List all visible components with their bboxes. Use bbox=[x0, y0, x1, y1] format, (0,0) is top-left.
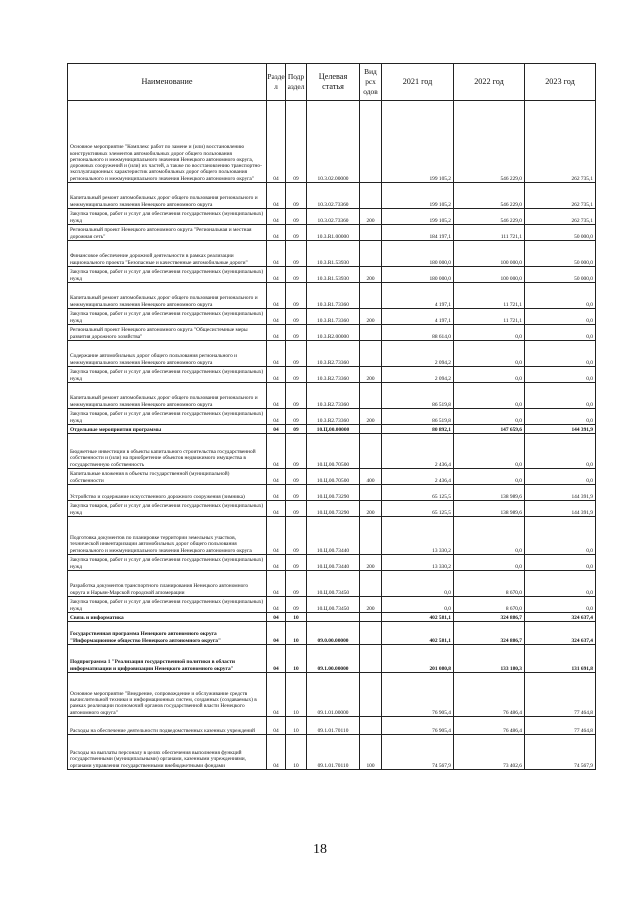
cell-expense-type bbox=[360, 645, 382, 673]
cell-subsection: 10 bbox=[286, 622, 307, 645]
header-name: Наименование bbox=[68, 64, 267, 101]
cell-2022: 8 670,0 bbox=[454, 597, 525, 613]
cell-2022: 0,0 bbox=[454, 341, 525, 367]
cell-target-article: 10.3.02.00000 bbox=[307, 101, 360, 183]
table-row bbox=[68, 183, 596, 209]
cell-section: 04 bbox=[267, 209, 286, 225]
header-expense-type: Вид рсх одов bbox=[360, 64, 382, 101]
cell-subsection: 10 bbox=[286, 717, 307, 735]
cell-2022: 324 886,7 bbox=[454, 622, 525, 645]
cell-2021: 86 519,8 bbox=[382, 383, 454, 409]
cell-name: Финансовое обеспечение дорожной деятельности в рамках реализации национального проекта "Безопасные и качественные автомобильные дороги" bbox=[68, 241, 267, 267]
table-row bbox=[68, 501, 596, 517]
cell-2021: 199 105,2 bbox=[382, 101, 454, 183]
cell-section: 04 bbox=[267, 309, 286, 325]
cell-target-article: 10.Ц.00.73290 bbox=[307, 501, 360, 517]
cell-section: 04 bbox=[267, 571, 286, 597]
cell-2023: 0,0 bbox=[525, 325, 596, 341]
cell-target-article: 10.3.R1.73360 bbox=[307, 283, 360, 309]
cell-2023: 262 735,1 bbox=[525, 209, 596, 225]
cell-name: Устройство и содержание искусственного дорожного сооружения (зимника) bbox=[68, 485, 267, 501]
table-row bbox=[68, 101, 596, 183]
cell-2021: 201 080,8 bbox=[382, 645, 454, 673]
cell-name: Содержание автомобильных дорог общего пользования регионального и межмуниципального значения Ненецкого автономного округа bbox=[68, 341, 267, 367]
cell-2023: 262 735,1 bbox=[525, 183, 596, 209]
table-row bbox=[68, 383, 596, 409]
cell-subsection: 09 bbox=[286, 517, 307, 555]
cell-section: 04 bbox=[267, 597, 286, 613]
cell-2023: 77 464,8 bbox=[525, 717, 596, 735]
cell-target-article: 10.3.R1.73360 bbox=[307, 309, 360, 325]
cell-2023: 144 391,9 bbox=[525, 485, 596, 501]
cell-2022: 0,0 bbox=[454, 325, 525, 341]
cell-2021: 199 105,2 bbox=[382, 209, 454, 225]
cell-section: 04 bbox=[267, 485, 286, 501]
cell-2022: 324 886,7 bbox=[454, 613, 525, 622]
cell-section: 04 bbox=[267, 434, 286, 469]
cell-2022: 546 229,0 bbox=[454, 209, 525, 225]
cell-name: Закупка товаров, работ и услуг для обеспечения государственных (муниципальных) нужд bbox=[68, 209, 267, 225]
cell-2021: 74 567,9 bbox=[382, 735, 454, 770]
cell-2022: 133 180,3 bbox=[454, 645, 525, 673]
cell-2023: 324 637,4 bbox=[525, 613, 596, 622]
cell-expense-type bbox=[360, 571, 382, 597]
cell-target-article: 10.3.R1.53930 bbox=[307, 267, 360, 283]
cell-name: Закупка товаров, работ и услуг для обеспечения государственных (муниципальных) нужд bbox=[68, 267, 267, 283]
cell-name: Связь и информатика bbox=[68, 613, 267, 622]
cell-section: 04 bbox=[267, 383, 286, 409]
cell-name: Закупка товаров, работ и услуг для обеспечения государственных (муниципальных) нужд bbox=[68, 309, 267, 325]
cell-2022: 546 229,0 bbox=[454, 183, 525, 209]
cell-name: Закупка товаров, работ и услуг для обеспечения государственных (муниципальных) нужд bbox=[68, 555, 267, 571]
cell-2023: 262 735,1 bbox=[525, 101, 596, 183]
cell-target-article: 09.1.00.00000 bbox=[307, 645, 360, 673]
cell-name: Региональный проект Ненецкого автономного округа "Общесистемные меры развития дорожного хозяйства" bbox=[68, 325, 267, 341]
table-row bbox=[68, 469, 596, 485]
cell-expense-type: 200 bbox=[360, 501, 382, 517]
cell-expense-type: 200 bbox=[360, 267, 382, 283]
cell-section: 04 bbox=[267, 673, 286, 717]
cell-expense-type bbox=[360, 283, 382, 309]
cell-subsection: 09 bbox=[286, 225, 307, 241]
cell-section: 04 bbox=[267, 267, 286, 283]
cell-name: Подготовка документов по планировке территории земельных участков, технической инвентаризации автомобильных дорог общего пользования регионального и межмуниципального значения Ненецкого автономного округа bbox=[68, 517, 267, 555]
cell-name: Закупка товаров, работ и услуг для обеспечения государственных (муниципальных) нужд bbox=[68, 501, 267, 517]
cell-2023: 77 464,8 bbox=[525, 673, 596, 717]
cell-name: Закупка товаров, работ и услуг для обеспечения государственных (муниципальных) нужд bbox=[68, 597, 267, 613]
cell-name: Закупка товаров, работ и услуг для обеспечения государственных (муниципальных) нужд bbox=[68, 367, 267, 383]
table-row bbox=[68, 283, 596, 309]
cell-section: 04 bbox=[267, 409, 286, 425]
cell-name: Основное мероприятие "Внедрение, сопровождение и обслуживание средств вычислительной техники и информационных систем, созданных (создаваемых) в рамках реализации полномочий органов государственной власти Ненецкого автономного округа" bbox=[68, 673, 267, 717]
cell-2021: 86 519,8 bbox=[382, 409, 454, 425]
cell-section: 04 bbox=[267, 101, 286, 183]
cell-section: 04 bbox=[267, 367, 286, 383]
cell-section: 04 bbox=[267, 241, 286, 267]
cell-section: 04 bbox=[267, 501, 286, 517]
cell-2021: 2 436,4 bbox=[382, 434, 454, 469]
header-year-2023: 2023 год bbox=[525, 64, 596, 101]
cell-expense-type bbox=[360, 325, 382, 341]
cell-2023: 0,0 bbox=[525, 367, 596, 383]
cell-2022: 100 000,0 bbox=[454, 241, 525, 267]
cell-target-article: 10.Ц.00.00000 bbox=[307, 425, 360, 434]
table-row bbox=[68, 622, 596, 645]
table-row bbox=[68, 485, 596, 501]
cell-2021: 13 330,2 bbox=[382, 555, 454, 571]
cell-subsection: 10 bbox=[286, 735, 307, 770]
cell-subsection: 09 bbox=[286, 425, 307, 434]
table-row bbox=[68, 425, 596, 434]
cell-section: 04 bbox=[267, 613, 286, 622]
table-row bbox=[68, 225, 596, 241]
cell-subsection: 10 bbox=[286, 613, 307, 622]
cell-expense-type bbox=[360, 225, 382, 241]
cell-subsection: 09 bbox=[286, 597, 307, 613]
cell-subsection: 09 bbox=[286, 101, 307, 183]
cell-2022: 147 659,6 bbox=[454, 425, 525, 434]
cell-2022: 0,0 bbox=[454, 469, 525, 485]
cell-subsection: 09 bbox=[286, 409, 307, 425]
cell-subsection: 09 bbox=[286, 325, 307, 341]
cell-2021: 2 094,2 bbox=[382, 341, 454, 367]
cell-2022: 546 229,0 bbox=[454, 101, 525, 183]
cell-expense-type bbox=[360, 517, 382, 555]
cell-2021: 0,0 bbox=[382, 571, 454, 597]
cell-subsection: 09 bbox=[286, 501, 307, 517]
cell-name: Государственная программа Ненецкого автономного округа "Информационное общество Ненецкого автономного округа" bbox=[68, 622, 267, 645]
header-subsection: Подр аздел bbox=[286, 64, 307, 101]
cell-subsection: 09 bbox=[286, 209, 307, 225]
cell-2023: 50 000,0 bbox=[525, 225, 596, 241]
cell-subsection: 09 bbox=[286, 555, 307, 571]
cell-target-article: 10.Ц.00.70500 bbox=[307, 434, 360, 469]
cell-target-article: 10.Ц.00.73440 bbox=[307, 555, 360, 571]
cell-name: Капитальный ремонт автомобильных дорог общего пользования регионального и межмуниципального значения Ненецкого автономного округа bbox=[68, 283, 267, 309]
table-body bbox=[68, 101, 596, 770]
cell-2021: 13 330,2 bbox=[382, 517, 454, 555]
cell-subsection: 09 bbox=[286, 283, 307, 309]
header-section: Разде л bbox=[267, 64, 286, 101]
cell-2022: 0,0 bbox=[454, 517, 525, 555]
cell-section: 04 bbox=[267, 283, 286, 309]
cell-2022: 0,0 bbox=[454, 434, 525, 469]
cell-2021: 184 197,1 bbox=[382, 225, 454, 241]
cell-expense-type: 200 bbox=[360, 555, 382, 571]
cell-2023: 0,0 bbox=[525, 517, 596, 555]
cell-expense-type: 100 bbox=[360, 735, 382, 770]
cell-2023: 0,0 bbox=[525, 383, 596, 409]
cell-expense-type: 200 bbox=[360, 409, 382, 425]
cell-2021: 88 614,0 bbox=[382, 325, 454, 341]
cell-subsection: 09 bbox=[286, 383, 307, 409]
cell-target-article: 09.1.01.00000 bbox=[307, 673, 360, 717]
cell-expense-type bbox=[360, 622, 382, 645]
table-row bbox=[68, 267, 596, 283]
cell-section: 04 bbox=[267, 555, 286, 571]
cell-target-article: 10.3.02.73360 bbox=[307, 183, 360, 209]
cell-name: Подпрограмма 1 "Реализация государственной политики в области информатизации и цифровизации Ненецкого автономного округа" bbox=[68, 645, 267, 673]
cell-expense-type: 200 bbox=[360, 597, 382, 613]
table-row bbox=[68, 341, 596, 367]
cell-expense-type bbox=[360, 101, 382, 183]
cell-2022: 100 000,0 bbox=[454, 267, 525, 283]
cell-target-article: 09.1.01.70110 bbox=[307, 717, 360, 735]
cell-2022: 0,0 bbox=[454, 367, 525, 383]
table-row bbox=[68, 241, 596, 267]
cell-expense-type bbox=[360, 383, 382, 409]
cell-target-article: 10.Ц.00.73440 bbox=[307, 517, 360, 555]
table-row bbox=[68, 409, 596, 425]
table-row bbox=[68, 309, 596, 325]
header-year-2021: 2021 год bbox=[382, 64, 454, 101]
cell-2023: 144 391,9 bbox=[525, 425, 596, 434]
cell-2023: 131 691,8 bbox=[525, 645, 596, 673]
cell-2021: 76 905,4 bbox=[382, 717, 454, 735]
cell-2023: 0,0 bbox=[525, 469, 596, 485]
cell-2021: 4 197,1 bbox=[382, 283, 454, 309]
cell-subsection: 09 bbox=[286, 341, 307, 367]
cell-subsection: 09 bbox=[286, 267, 307, 283]
cell-name: Бюджетные инвестиции в объекты капитального строительства государственной собственности и (или) на приобретение объектов недвижимого имущества в государственную собственность bbox=[68, 434, 267, 469]
table-row bbox=[68, 434, 596, 469]
cell-2022: 0,0 bbox=[454, 409, 525, 425]
cell-name: Капитальные вложения в объекты государственной (муниципальной) собственности bbox=[68, 469, 267, 485]
table-header-row bbox=[68, 64, 596, 101]
cell-section: 04 bbox=[267, 341, 286, 367]
table-row bbox=[68, 613, 596, 622]
cell-target-article: 10.3.R1.00000 bbox=[307, 225, 360, 241]
cell-2021: 65 125,5 bbox=[382, 485, 454, 501]
cell-subsection: 09 bbox=[286, 485, 307, 501]
table-row bbox=[68, 735, 596, 770]
cell-target-article: 10.3.R1.53930 bbox=[307, 241, 360, 267]
cell-target-article: 10.Ц.00.70500 bbox=[307, 469, 360, 485]
cell-target-article: 10.3.R2.73360 bbox=[307, 367, 360, 383]
cell-2023: 50 000,0 bbox=[525, 267, 596, 283]
cell-target-article: 10.3.R2.73360 bbox=[307, 409, 360, 425]
cell-name: Капитальный ремонт автомобильных дорог общего пользования регионального и межмуниципального значения Ненецкого автономного округа bbox=[68, 183, 267, 209]
cell-section: 04 bbox=[267, 517, 286, 555]
cell-2022: 11 721,1 bbox=[454, 283, 525, 309]
cell-subsection: 10 bbox=[286, 673, 307, 717]
cell-2022: 76 486,4 bbox=[454, 673, 525, 717]
table-row bbox=[68, 597, 596, 613]
header-target-article: Целевая статья bbox=[307, 64, 360, 101]
cell-target-article: 10.3.R2.00000 bbox=[307, 325, 360, 341]
cell-2021: 2 094,2 bbox=[382, 367, 454, 383]
cell-2021: 2 436,4 bbox=[382, 469, 454, 485]
cell-2021: 402 581,1 bbox=[382, 613, 454, 622]
budget-table bbox=[67, 63, 596, 770]
cell-2022: 138 989,6 bbox=[454, 501, 525, 517]
header-year-2022: 2022 год bbox=[454, 64, 525, 101]
cell-subsection: 10 bbox=[286, 645, 307, 673]
cell-2023: 0,0 bbox=[525, 283, 596, 309]
cell-subsection: 09 bbox=[286, 183, 307, 209]
cell-name: Расходы на выплаты персоналу в целях обеспечения выполнения функций государственными (муниципальными) органами, казенными учреждениями, органами управления государственными внебюджетными фондами bbox=[68, 735, 267, 770]
cell-expense-type: 200 bbox=[360, 367, 382, 383]
cell-target-article: 10.Ц.00.73450 bbox=[307, 597, 360, 613]
cell-section: 04 bbox=[267, 325, 286, 341]
cell-2023: 0,0 bbox=[525, 555, 596, 571]
cell-subsection: 09 bbox=[286, 434, 307, 469]
cell-expense-type bbox=[360, 425, 382, 434]
cell-2021: 65 125,5 bbox=[382, 501, 454, 517]
cell-section: 04 bbox=[267, 735, 286, 770]
cell-2023: 0,0 bbox=[525, 571, 596, 597]
cell-subsection: 09 bbox=[286, 309, 307, 325]
table-row bbox=[68, 645, 596, 673]
page-number: 18 bbox=[313, 842, 327, 857]
cell-expense-type bbox=[360, 717, 382, 735]
cell-subsection: 09 bbox=[286, 469, 307, 485]
cell-2022: 138 989,6 bbox=[454, 485, 525, 501]
cell-2021: 199 105,2 bbox=[382, 183, 454, 209]
table-row bbox=[68, 367, 596, 383]
cell-2021: 180 000,0 bbox=[382, 267, 454, 283]
cell-subsection: 09 bbox=[286, 241, 307, 267]
cell-2023: 324 637,4 bbox=[525, 622, 596, 645]
cell-2022: 76 486,4 bbox=[454, 717, 525, 735]
cell-expense-type bbox=[360, 341, 382, 367]
cell-2023: 0,0 bbox=[525, 409, 596, 425]
cell-section: 04 bbox=[267, 425, 286, 434]
cell-2021: 80 892,1 bbox=[382, 425, 454, 434]
cell-2023: 0,0 bbox=[525, 597, 596, 613]
cell-section: 04 bbox=[267, 622, 286, 645]
cell-2023: 74 567,9 bbox=[525, 735, 596, 770]
cell-2022: 0,0 bbox=[454, 383, 525, 409]
cell-name: Основное мероприятие "Комплекс работ по замене и (или) восстановлению конструктивных элементов автомобильных дорог общего пользования регионального и межмуниципального значения Ненецкого автономного округа, дорожных сооружений и (или) их частей, а также по восстановлению транспортно-эксплуатационных характеристик автомобильных дорог общего пользования регионального и межмуниципального значения Ненецкого автономного округа" bbox=[68, 101, 267, 183]
cell-target-article: 10.3.R2.73360 bbox=[307, 383, 360, 409]
cell-2022: 8 670,0 bbox=[454, 571, 525, 597]
cell-2021: 402 581,1 bbox=[382, 622, 454, 645]
cell-name: Закупка товаров, работ и услуг для обеспечения государственных (муниципальных) нужд bbox=[68, 409, 267, 425]
cell-subsection: 09 bbox=[286, 571, 307, 597]
cell-target-article: 10.3.02.73360 bbox=[307, 209, 360, 225]
cell-2021: 180 000,0 bbox=[382, 241, 454, 267]
budget-table-sheet bbox=[67, 63, 595, 770]
cell-2023: 0,0 bbox=[525, 309, 596, 325]
cell-target-article: 10.Ц.00.73290 bbox=[307, 485, 360, 501]
cell-target-article: 10.Ц.00.73450 bbox=[307, 571, 360, 597]
cell-2022: 11 721,1 bbox=[454, 309, 525, 325]
cell-name: Капитальный ремонт автомобильных дорог общего пользования регионального и межмуниципального значения Ненецкого автономного округа bbox=[68, 383, 267, 409]
table-row bbox=[68, 517, 596, 555]
cell-section: 04 bbox=[267, 225, 286, 241]
cell-section: 04 bbox=[267, 469, 286, 485]
cell-target-article: 10.3.R2.73360 bbox=[307, 341, 360, 367]
table-row bbox=[68, 325, 596, 341]
table-row bbox=[68, 555, 596, 571]
cell-2022: 0,0 bbox=[454, 555, 525, 571]
cell-2023: 144 391,9 bbox=[525, 501, 596, 517]
table-row bbox=[68, 717, 596, 735]
cell-expense-type bbox=[360, 673, 382, 717]
cell-expense-type: 200 bbox=[360, 209, 382, 225]
cell-expense-type: 400 bbox=[360, 469, 382, 485]
cell-section: 04 bbox=[267, 183, 286, 209]
cell-2023: 0,0 bbox=[525, 341, 596, 367]
cell-expense-type: 200 bbox=[360, 309, 382, 325]
cell-expense-type bbox=[360, 613, 382, 622]
cell-name: Расходы на обеспечение деятельности подведомственных казенных учреждений bbox=[68, 717, 267, 735]
cell-name: Разработка документов транспортного планирования Ненецкого автономного округа и Нарьян-Марской городской агломерации bbox=[68, 571, 267, 597]
cell-target-article: 09.0.00.00000 bbox=[307, 622, 360, 645]
cell-target-article bbox=[307, 613, 360, 622]
cell-target-article: 09.1.01.70110 bbox=[307, 735, 360, 770]
cell-name: Региональный проект Ненецкого автономного округа "Региональная и местная дорожная сеть" bbox=[68, 225, 267, 241]
cell-2023: 50 000,0 bbox=[525, 241, 596, 267]
cell-2023: 0,0 bbox=[525, 434, 596, 469]
table-row bbox=[68, 209, 596, 225]
cell-expense-type bbox=[360, 241, 382, 267]
cell-expense-type bbox=[360, 485, 382, 501]
table-row bbox=[68, 673, 596, 717]
cell-expense-type bbox=[360, 183, 382, 209]
cell-name: Отдельные мероприятия программы bbox=[68, 425, 267, 434]
cell-expense-type bbox=[360, 434, 382, 469]
cell-2021: 76 905,4 bbox=[382, 673, 454, 717]
table-row bbox=[68, 571, 596, 597]
cell-2021: 0,0 bbox=[382, 597, 454, 613]
cell-2022: 73 402,6 bbox=[454, 735, 525, 770]
cell-subsection: 09 bbox=[286, 367, 307, 383]
cell-2021: 4 197,1 bbox=[382, 309, 454, 325]
cell-section: 04 bbox=[267, 717, 286, 735]
cell-2022: 111 721,1 bbox=[454, 225, 525, 241]
cell-section: 04 bbox=[267, 645, 286, 673]
